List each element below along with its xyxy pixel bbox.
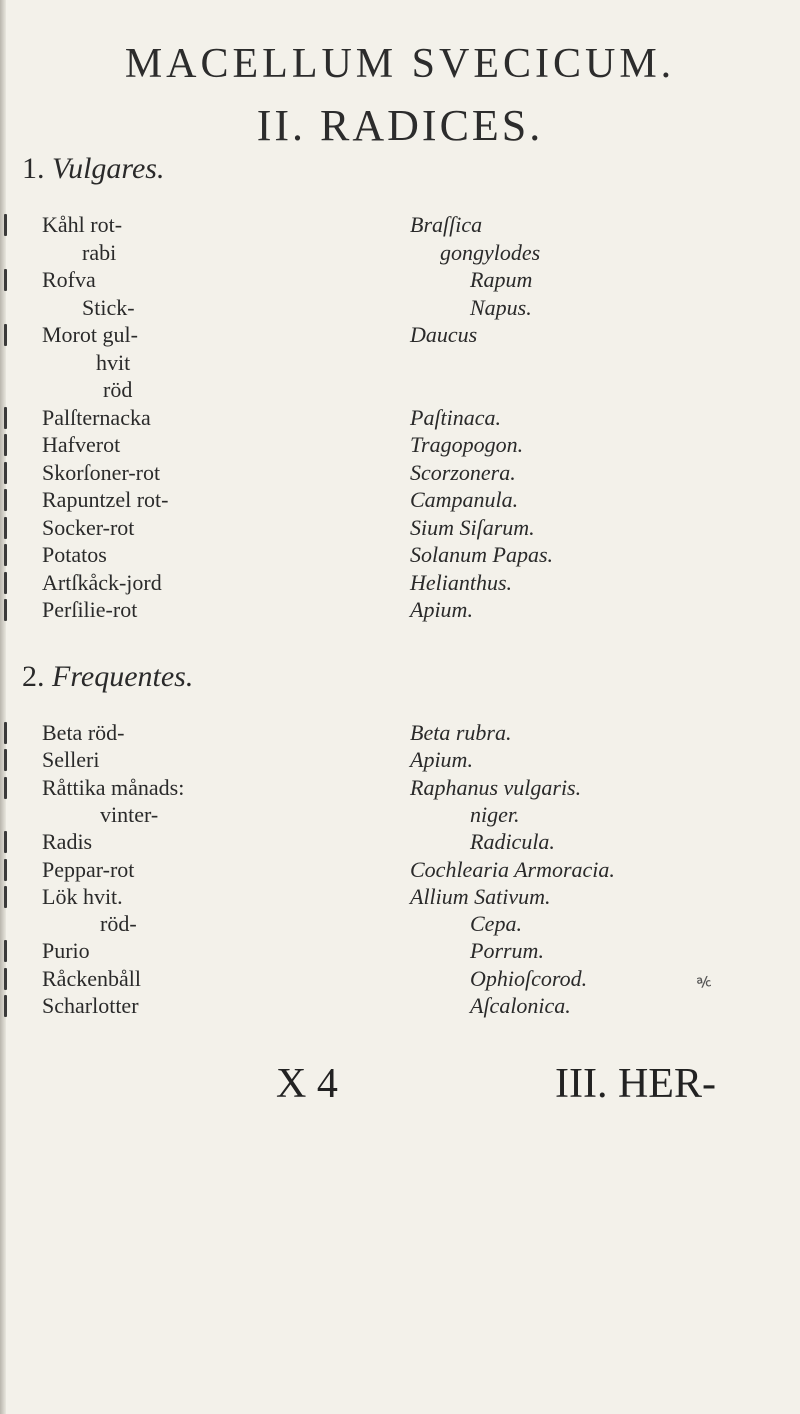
margin-mark [4,995,7,1017]
list-item [0,909,800,939]
list-item [0,458,800,488]
swedish-name: röd- [100,911,137,937]
latin-name: Aſcalonica. [470,993,571,1018]
list-item [0,936,800,966]
latin-name: Ophioſcorod. [470,965,588,991]
latin-name: Tragopogon. [410,432,524,457]
swedish-name: vinter- [100,801,159,827]
margin-mark [4,324,7,346]
latin-name: Scorzonera. [410,459,516,485]
swedish-name: Hafverot [42,432,121,457]
swedish-name: Purio [42,938,90,964]
list-item [0,265,800,295]
list-item [0,403,800,433]
latin-name: Rapum [470,267,533,292]
list-item [0,375,800,405]
latin-name: Napus. [470,294,532,320]
latin-name: Radicula. [470,829,555,855]
section-title: II. RADICES. [256,101,544,150]
swedish-name: Perſilie-rot [42,597,138,622]
margin-mark [4,831,7,853]
latin-name: Campanula. [410,487,519,512]
list-item [0,773,800,803]
section-heading-vulgares [22,152,165,186]
margin-mark [4,968,7,990]
swedish-name: Morot gul- [42,322,138,347]
list-item [0,800,800,830]
list-item [0,348,800,378]
swedish-name: Scharlotter [42,993,139,1018]
list-item [0,238,800,268]
signature-mark: X 4 [276,1061,338,1107]
latin-name: Sium Siſarum. [410,514,535,540]
margin-mark [4,722,7,744]
latin-name: Allium Sativum. [410,883,551,909]
swedish-name: Skorſoner-rot [42,459,161,485]
margin-mark [4,599,7,621]
list-item [0,718,800,748]
latin-name: Daucus [410,322,478,347]
list-item [0,513,800,543]
margin-mark [4,489,7,511]
list-item [0,855,800,885]
swedish-name: Lök hvit. [42,883,123,909]
swedish-name: Råttika månads: [42,774,185,800]
section-number: 2. [22,660,45,693]
latin-name: Raphanus vulgaris. [410,774,582,800]
list-item [0,882,800,912]
swedish-name: röd [103,377,133,402]
list-item [0,210,800,240]
swedish-name: Råckenbåll [42,965,141,991]
margin-mark [4,886,7,908]
latin-name: Braſſica [410,212,483,237]
section-heading-label: Frequentes. [52,660,194,693]
list-item [0,964,800,994]
margin-mark [4,462,7,484]
swedish-name: Selleri [42,747,100,773]
margin-mark [4,544,7,566]
latin-name: Cepa. [470,911,522,937]
margin-mark [4,517,7,539]
list-item [0,745,800,775]
list-item [0,595,800,625]
swedish-name: Rapuntzel rot- [42,487,169,512]
swedish-name: Artſkåck-jord [42,569,162,595]
margin-mark [4,407,7,429]
list-item [0,320,800,350]
list-item [0,827,800,857]
swedish-name: Palſternacka [42,404,151,430]
list-item [0,991,800,1021]
swedish-name: rabi [82,239,117,265]
list-item [0,485,800,515]
latin-name: Apium. [410,597,473,622]
latin-name: Helianthus. [410,569,513,595]
swedish-name: Peppar-rot [42,856,135,882]
latin-name: Porrum. [470,938,544,964]
swedish-name: hvit [96,349,131,375]
swedish-name: Beta röd- [42,720,125,745]
margin-mark [4,749,7,771]
latin-name: Cochlearia Armoracia. [410,856,615,882]
margin-mark [4,940,7,962]
swedish-name: Stick- [82,294,135,320]
list-item [0,568,800,598]
page-title: MACELLUM SVECICUM. [124,41,676,87]
list-item [0,293,800,323]
section-heading-label: Vulgares. [52,152,165,185]
section-heading-frequentes [22,660,193,694]
library-stamp: ℀ [696,975,713,992]
latin-name: gongylodes [440,239,541,265]
latin-name: niger. [470,801,520,827]
margin-mark [4,269,7,291]
swedish-name: Socker-rot [42,514,135,540]
latin-name: Apium. [410,747,473,773]
section-number: 1. [22,152,45,185]
list-item [0,430,800,460]
swedish-name: Kåhl rot- [42,212,123,237]
catchword: III. HER- [555,1061,716,1107]
margin-mark [4,777,7,799]
latin-name: Paſtinaca. [410,404,502,430]
margin-mark [4,859,7,881]
latin-name: Solanum Papas. [410,542,553,567]
swedish-name: Rofva [42,267,96,292]
swedish-name: Radis [42,829,93,855]
margin-mark [4,434,7,456]
margin-mark [4,572,7,594]
swedish-name: Potatos [42,542,107,567]
margin-mark [4,214,7,236]
list-item [0,540,800,570]
latin-name: Beta rubra. [410,720,512,745]
